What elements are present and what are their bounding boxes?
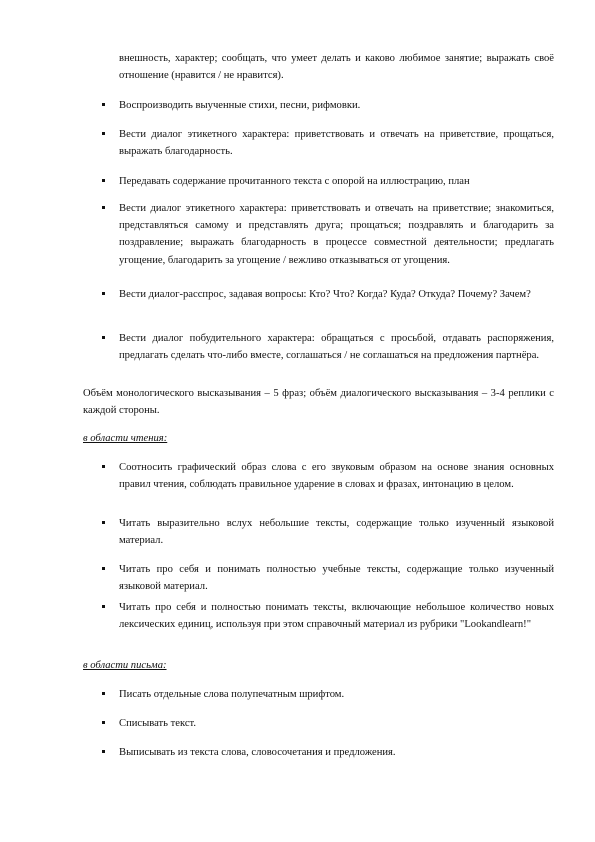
bullet-icon [102,336,105,339]
bullet-icon [102,132,105,135]
bullet-icon [102,465,105,468]
list-item-text: Передавать содержание прочитанного текста с опорой на иллюстрацию, план [119,176,470,187]
list-item-text: Списывать текст. [119,718,197,729]
reading-heading: в области чтения: [83,433,168,444]
list-item-text: Вести диалог-расспрос, задавая вопросы: Кто? Что? Когда? Куда? Откуда? Почему? Зачем? [119,289,531,300]
bullet-icon [102,206,105,209]
bullet-icon [102,750,105,753]
volume-paragraph: Объём монологического высказывания – 5 фраз; объём диалогического высказывания – 3-4 реплики с каждой стороны. [83,388,554,417]
list-item-text: Вести диалог этикетного характера: приветствовать и отвечать на приветствие, прощаться, выражать благодарность. [119,129,554,158]
list-item-text: Соотносить графический образ слова с его звуковым образом на основе знания основных правил чтения, соблюдать правильное ударение в словах и фразах, интонацию в целом. [119,462,554,491]
bullet-icon [102,692,105,695]
intro-continuation: внешность, характер; сообщать, что умеет делать и каково любимое занятие; выражать своё отношение (нравится / не нравится). [119,53,554,82]
bullet-icon [102,567,105,570]
bullet-icon [102,605,105,608]
list-item-text: Выписывать из текста слова, словосочетания и предложения. [119,747,396,758]
list-item-text: Вести диалог побудительного характера: обращаться с просьбой, отдавать распоряжения, предлагать сделать что-либо вместе, соглашаться / не соглашаться на предложения партнёра. [119,333,554,362]
bullet-icon [102,292,105,295]
bullet-icon [102,103,105,106]
list-item-text: Читать про себя и понимать полностью учебные тексты, содержащие только изученный языковой материал. [119,564,554,593]
list-item-text: Писать отдельные слова полупечатным шрифтом. [119,689,345,700]
list-item-text: Читать про себя и полностью понимать тексты, включающие небольшое количество новых лексических единиц, используя при этом справочный материал из рубрики "Lookandlearn!" [119,602,554,631]
bullet-icon [102,179,105,182]
writing-heading: в области письма: [83,660,167,671]
bullet-icon [102,521,105,524]
list-item-text: Воспроизводить выученные стихи, песни, рифмовки. [119,100,361,111]
list-item-text: Вести диалог этикетного характера: приветствовать и отвечать на приветствие; знакомиться, представляться самому и представлять друга; прощаться; поздравлять и благодарить за поздравление; выражать благодарность в процессе совместной деятельности; предлагать угощение, благодарить за угощение / вежливо отказываться от угощения. [119,203,554,266]
bullet-icon [102,721,105,724]
list-item-text: Читать выразительно вслух небольшие тексты, содержащие только изученный языковой материал. [119,518,554,547]
